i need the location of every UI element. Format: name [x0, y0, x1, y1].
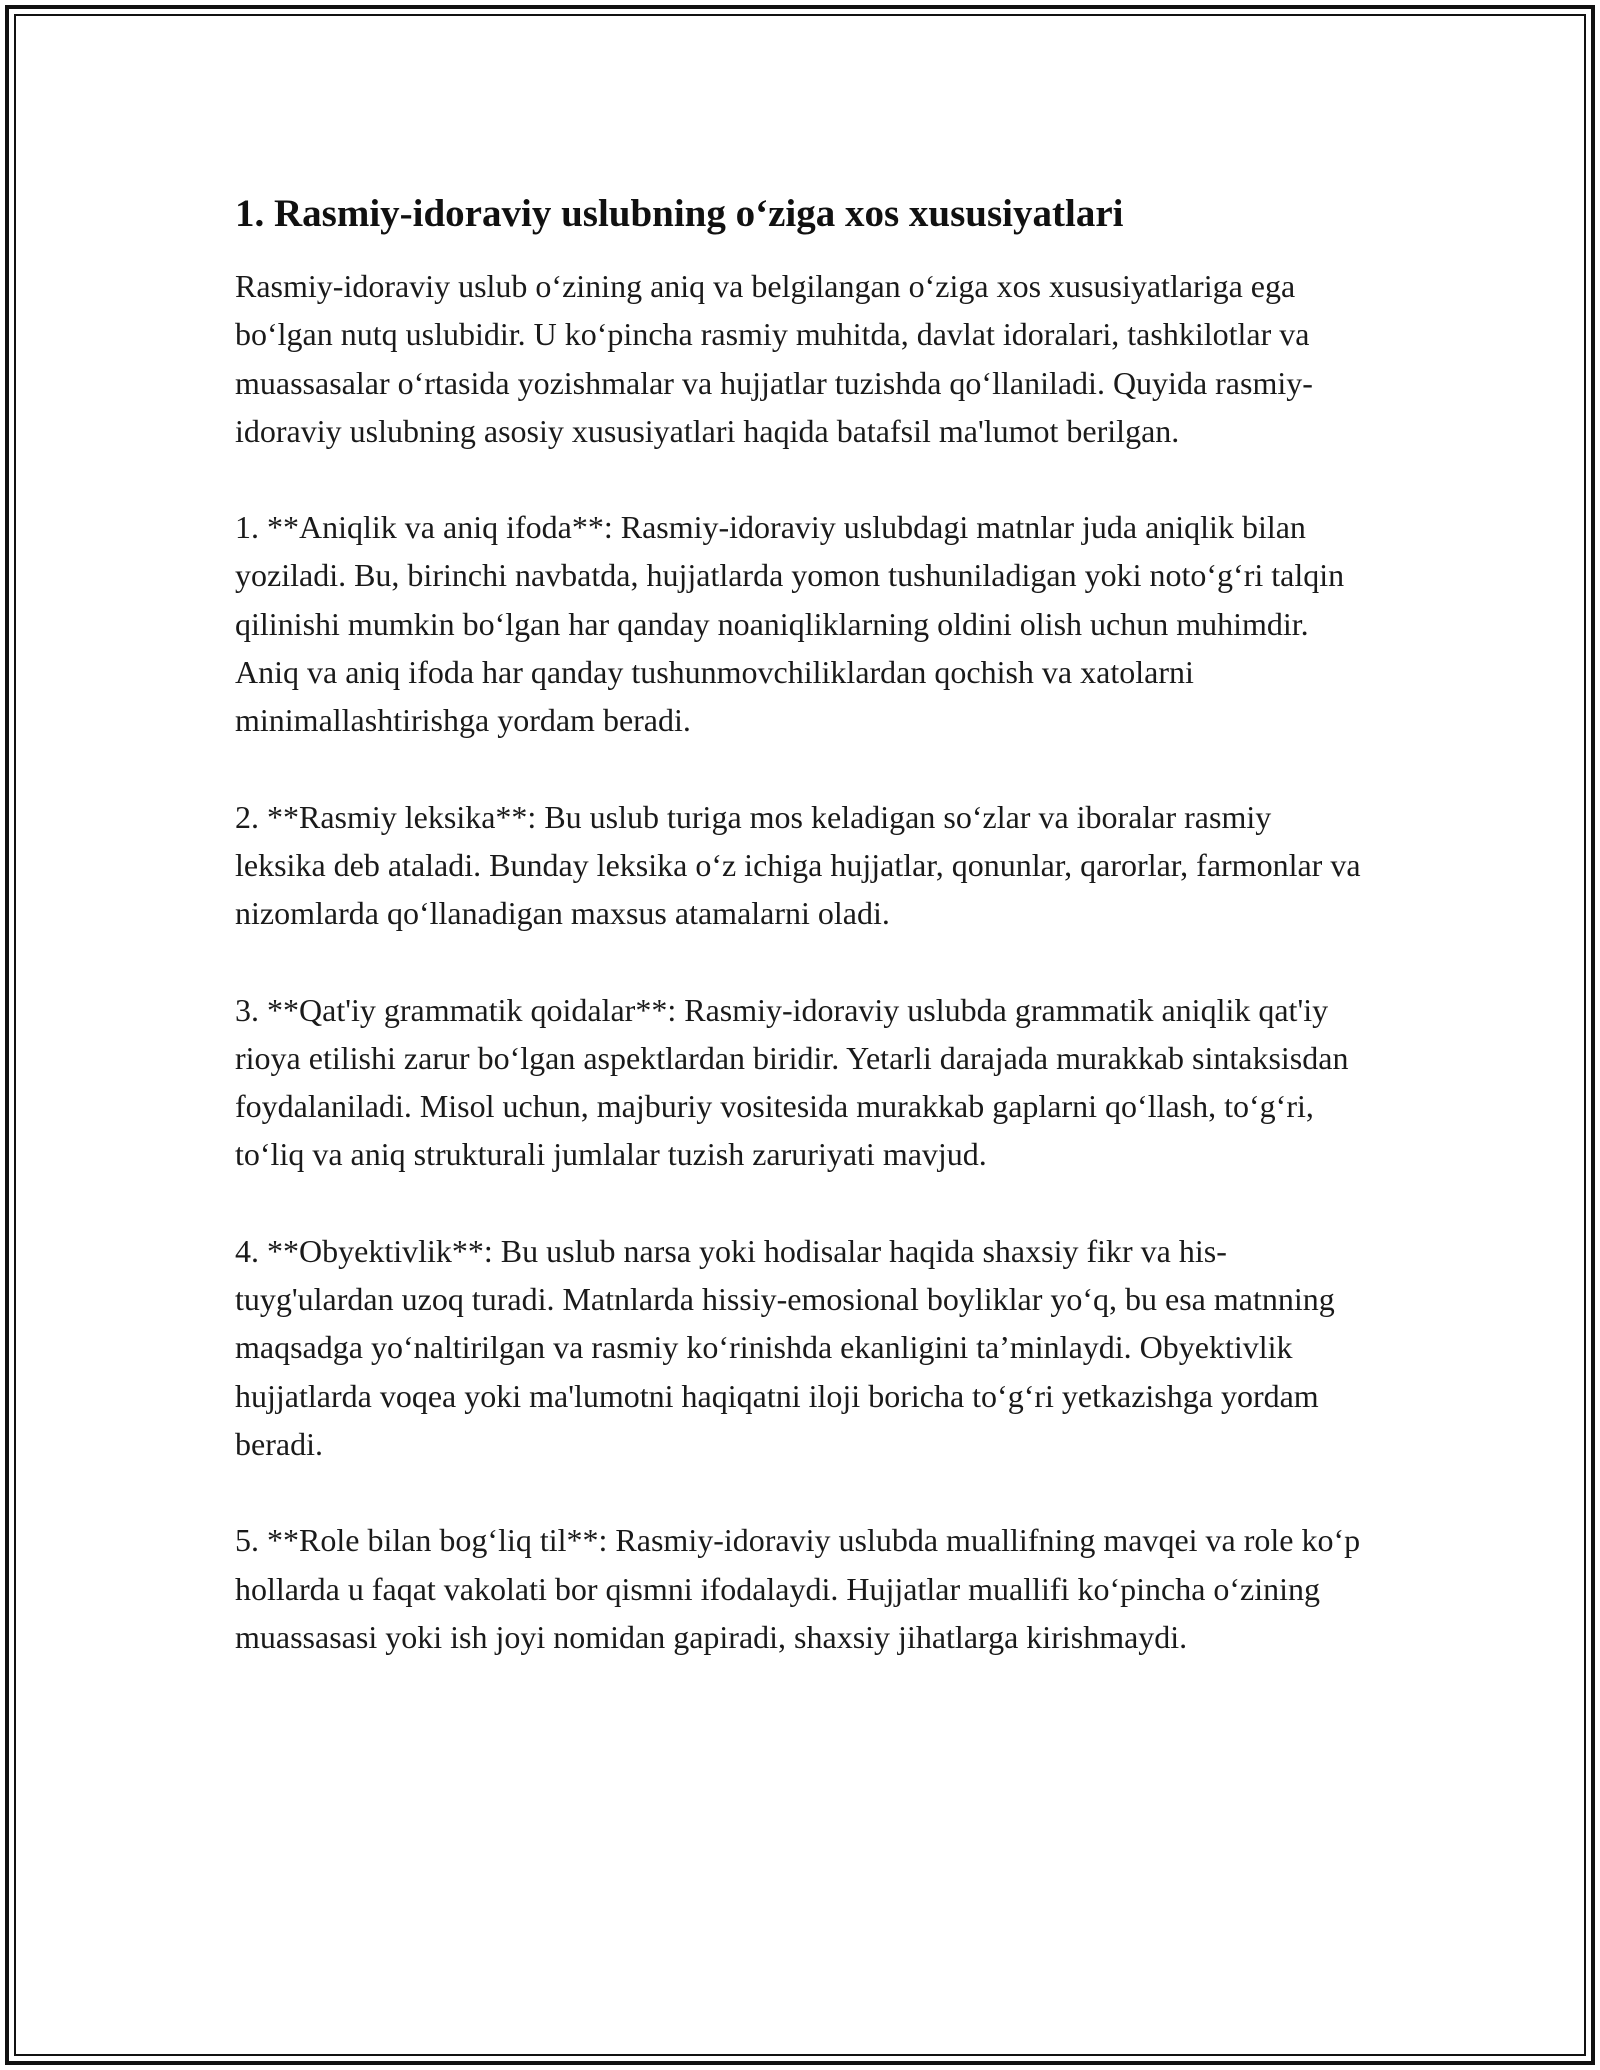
document-title: 1. Rasmiy-idoraviy uslubning o‘ziga xos xususiyatlari [235, 192, 1124, 235]
item-rasmiy-leksika: 2. **Rasmiy leksika**: Bu uslub turiga mos keladigan so‘zlar va iboralar rasmiy leksika deb ataladi. Bunday leksika o‘z ichiga hujjatlar, qonunlar, qarorlar, farmonlar va nizomlarda qo‘llanadigan maxsus atamalarni oladi. [235, 798, 1361, 932]
item-aniqlik: 1. **Aniqlik va aniq ifoda**: Rasmiy-idoraviy uslubdagi matnlar juda aniqlik bilan yoziladi. Bu, birinchi navbatda, hujjatlarda yomon tushuniladigan yoki noto‘g‘ri talqin qilinishi mumkin bo‘lgan har qanday noaniqliklarning oldini olish uchun muhimdir. Aniq va aniq ifoda har qanday tushunmovchiliklardan qochish va xatolarni minimallashtirishga yordam beradi. [235, 509, 1345, 739]
intro-paragraph: Rasmiy-idoraviy uslub o‘zining aniq va belgilangan o‘ziga xos xususiyatlariga ega bo‘lgan nutq uslubidir. U ko‘pincha rasmiy muhitda, davlat idoralari, tashkilotlar va muassasalar o‘rtasida yozishmalar va hujjatlar tuzishda qo‘llaniladi. Quyida rasmiy-idoraviy uslubning asosiy xususiyatlari haqida batafsil ma'lumot berilgan. [235, 268, 1313, 449]
document-body [235, 188, 1365, 1661]
item-obyektivlik: 4. **Obyektivlik**: Bu uslub narsa yoki hodisalar haqida shaxsiy fikr va his-tuyg'ulardan uzoq turadi. Matnlarda hissiy-emosional boyliklar yo‘q, bu esa matnning maqsadga yo‘naltirilgan va rasmiy ko‘rinishda ekanligini ta’minlaydi. Obyektivlik hujjatlarda voqea yoki ma'lumotni haqiqatni iloji boricha to‘g‘ri yetkazishga yordam beradi. [235, 1232, 1335, 1462]
item-grammatik-qoidalar: 3. **Qat'iy grammatik qoidalar**: Rasmiy-idoraviy uslubda grammatik aniqlik qat'iy rioya etilishi zarur bo‘lgan aspektlardan biridir. Yetarli darajada murakkab sintaksisdan foydalaniladi. Misol uchun, majburiy vositesida murakkab gaplarni qo‘llash, to‘g‘ri, to‘liq va aniq strukturali jumlalar tuzish zaruriyati mavjud. [235, 991, 1349, 1173]
item-role-til: 5. **Role bilan bog‘liq til**: Rasmiy-idoraviy uslubda muallifning mavqei va role ko‘p hollarda u faqat vakolati bor qismni ifodalaydi. Hujjatlar muallifi ko‘pincha o‘zining muassasasi yoki ish joyi nomidan gapiradi, shaxsiy jihatlarga kirishmaydi. [235, 1522, 1361, 1655]
